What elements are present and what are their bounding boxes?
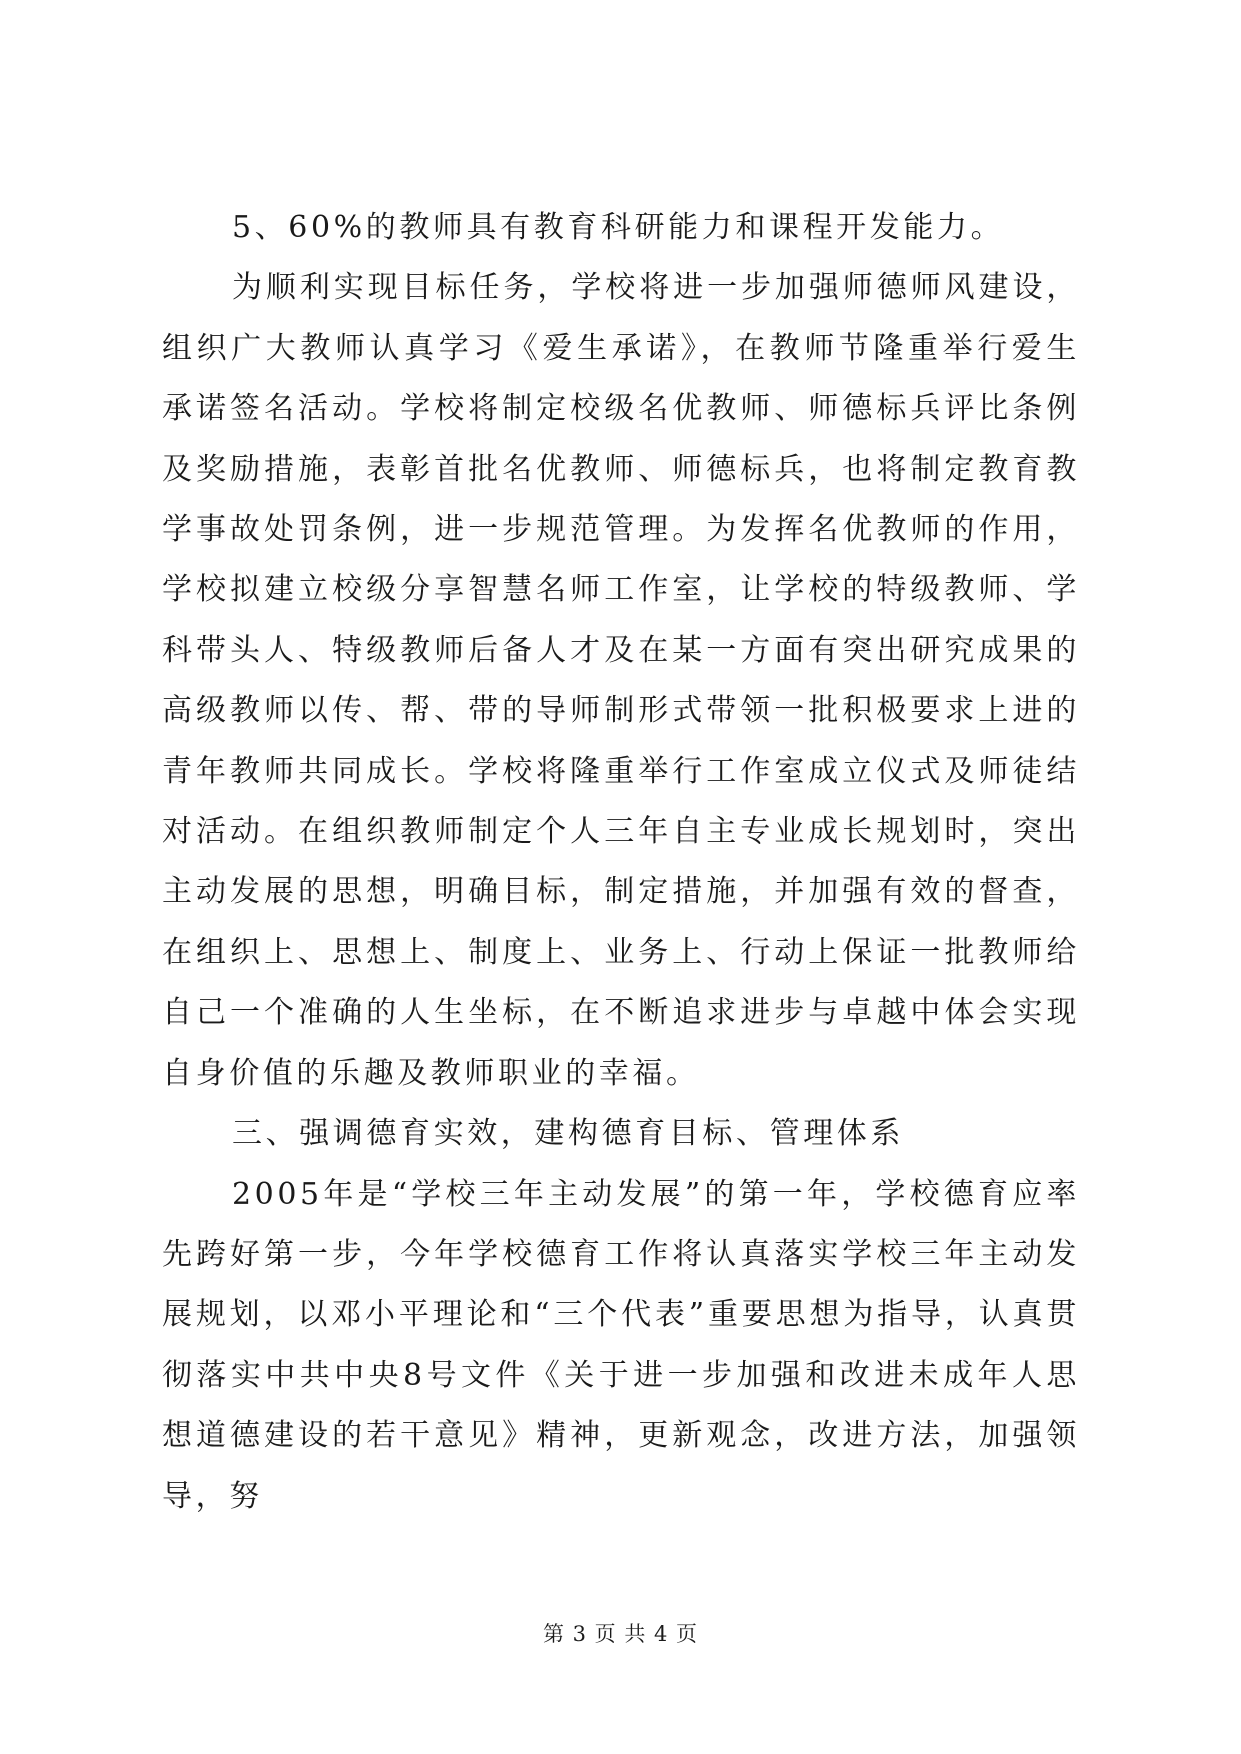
paragraph-moral-education-2005: 2005年是“学校三年主动发展”的第一年，学校德育应率先跨好第一步，今年学校德育工作将认真落实学校三年主动发展规划，以邓小平理论和“三个代表”重要思想为指导，认真贯彻落实中共中央8号文件《关于进一步加强和改进未成年人思想道德建设的若干意见》精神，更新观念，改进方法，加强领导，努: [162, 1176, 1080, 1514]
paragraph-teacher-development: 为顺利实现目标任务，学校将进一步加强师德师风建设，组织广大教师认真学习《爱生承诺》，在教师节隆重举行爱生承诺签名活动。学校将制定校级名优教师、师德标兵评比条例及奖励措施，表彰首批名优教师、师德标兵，也将制定教育教学事故处罚条例，进一步规范管理。为发挥名优教师的作用，学校拟建立校级分享智慧名师工作室，让学校的特级教师、学科带头人、特级教师后备人才及在某一方面有突出研究成果的高级教师以传、帮、带的导师制形式带领一批积极要求上进的青年教师共同成长。学校将隆重举行工作室成立仪式及师徒结对活动。在组织教师制定个人三年自主专业成长规划时，突出主动发展的思想，明确目标，制定措施，并加强有效的督查，在组织上、思想上、制度上、业务上、行动上保证一批教师给自己一个准确的人生坐标，在不断追求进步与卓越中体会实现自身价值的乐趣及教师职业的幸福。: [162, 270, 1080, 1091]
section-heading-moral-education: 三、强调德育实效，建构德育目标、管理体系: [232, 1116, 904, 1152]
document-body: [162, 198, 1080, 1527]
paragraph-goal-5: 5、60%的教师具有教育科研能力和课程开发能力。: [232, 210, 1005, 245]
page-number-footer: 第 3 页 共 4 页: [542, 1622, 699, 1646]
